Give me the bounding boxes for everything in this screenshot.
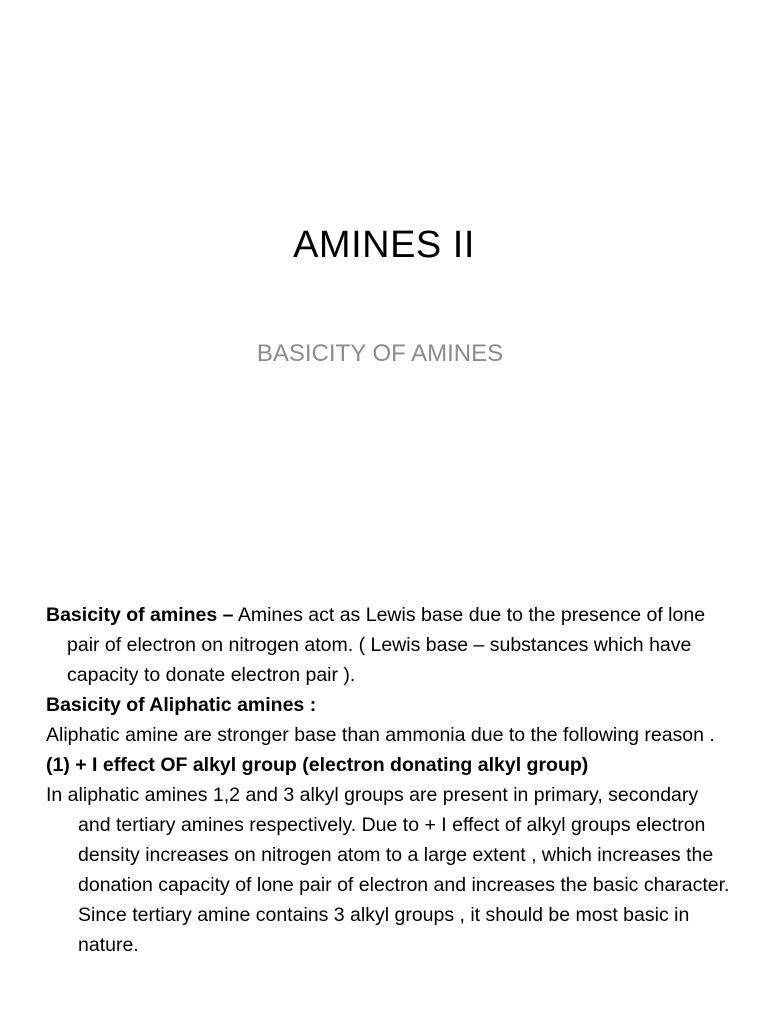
paragraph-inductive-explanation: In aliphatic amines 1,2 and 3 alkyl groups are present in primary, secondary and tertiary amines respectively. Due to + I effect of alkyl groups electron density increases on nitrogen atom to a large extent , which increases the donation capacity of lone pair of electron and increases the basic character. Since tertiary amine contains 3 alkyl groups , it should be most basic in nature. (46, 784, 730, 956)
basicity-definition-text: Amines act as Lewis base due to the presence of lone pair of electron on nitrogen atom. ( Lewis base – substances which have capacity to donate electron pair ). (67, 604, 706, 686)
paragraph-aliphatic-stronger: Aliphatic amine are stronger base than ammonia due to the following reason . (46, 724, 715, 746)
slide-body (46, 600, 736, 960)
slide-subtitle: BASICITY OF AMINES (256, 340, 504, 367)
slide-title: AMINES II (293, 224, 475, 266)
paragraph-basicity-definition (46, 600, 736, 690)
term-basicity-of-amines: Basicity of amines – (46, 604, 234, 626)
heading-aliphatic-amines: Basicity of Aliphatic amines : (46, 694, 317, 716)
heading-inductive-effect: (1) + I effect OF alkyl group (electron donating alkyl group) (46, 754, 589, 776)
